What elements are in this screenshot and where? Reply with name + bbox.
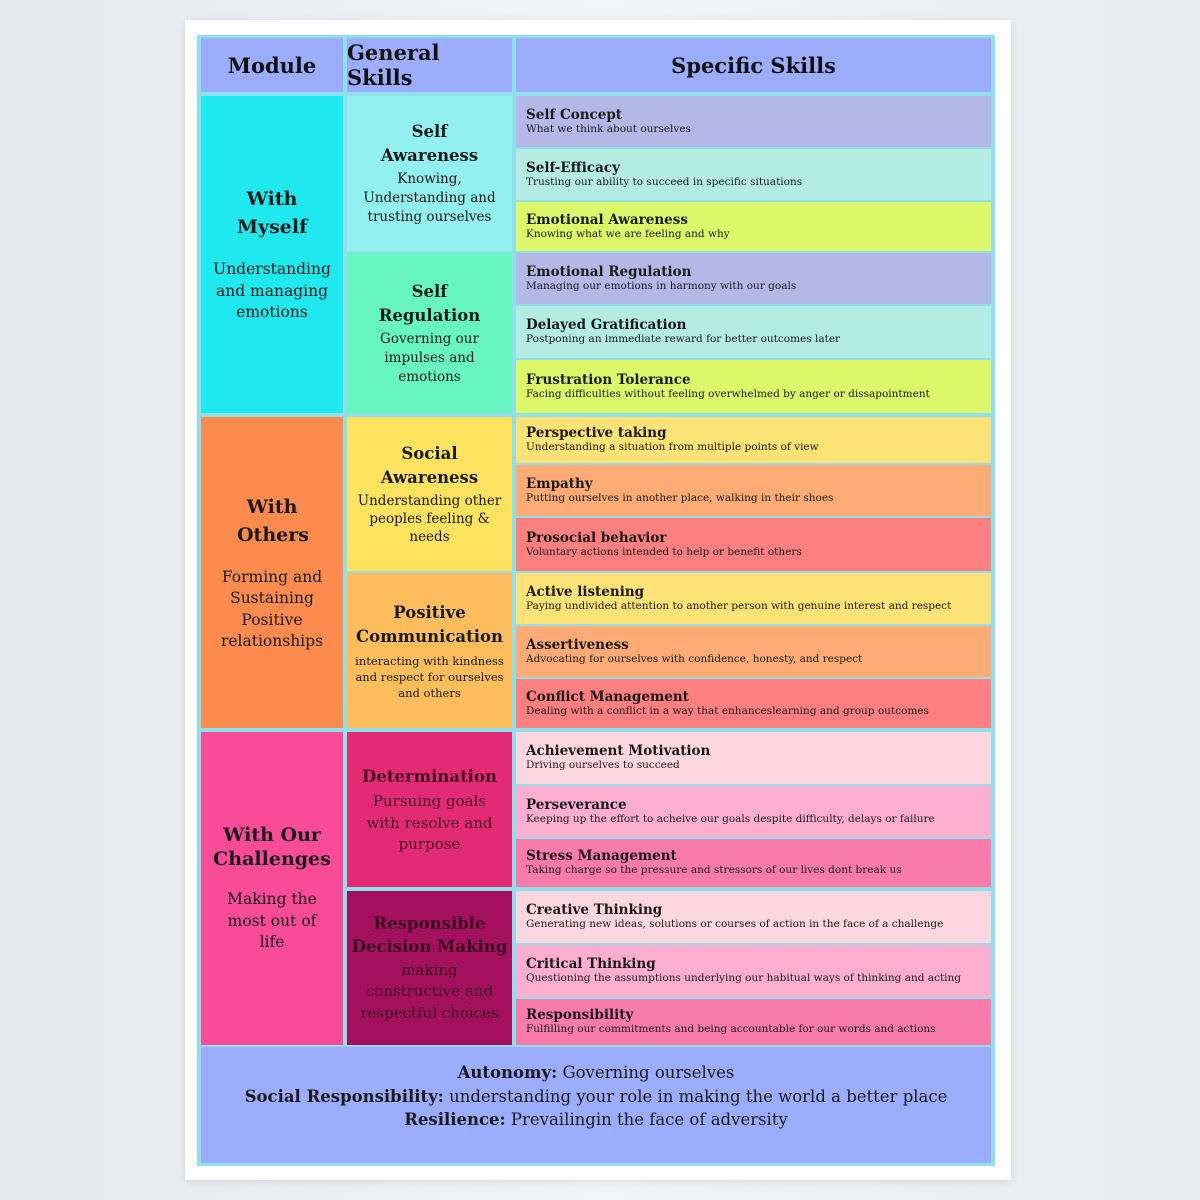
specific-emotional-regulation [516, 253, 991, 304]
specific-skill-name: Frustration Tolerance [526, 371, 691, 388]
footer-definitions [201, 1047, 991, 1163]
specific-skill-description: Putting ourselves in another place, walking in their shoes [526, 491, 834, 504]
specific-skill-description: Taking charge so the pressure and stressors of our lives dont break us [526, 864, 902, 876]
specific-skill-name: Critical Thinking [526, 956, 656, 972]
module-description: Making the most out of life [227, 890, 317, 952]
general-skill-description: Governing our impulses and emotions [380, 330, 479, 385]
specific-empathy [516, 465, 991, 516]
specific-critical-thinking [516, 945, 991, 997]
footer-term: Resilience: [404, 1110, 506, 1129]
general-positive-communication [347, 573, 512, 728]
specific-skill-description: Fulfilling our commitments and being accountable for our words and actions [526, 1023, 936, 1035]
specific-delayed-gratification [516, 306, 991, 358]
specific-perseverance [516, 786, 991, 837]
specific-skill-name: Active listening [526, 583, 645, 600]
general-social-awareness [347, 417, 512, 571]
specific-assertiveness [516, 626, 991, 677]
general-self-awareness [347, 96, 512, 251]
specific-skill-name: Assertiveness [526, 636, 629, 653]
module-with-our-challenges [201, 732, 343, 1045]
header-module [201, 38, 343, 92]
specific-creative-thinking [516, 891, 991, 943]
specific-stress-management [516, 839, 991, 887]
general-responsible-decision-making [347, 891, 512, 1045]
specific-skill-name: Emotional Regulation [526, 263, 692, 280]
specific-skill-description: Knowing what we are feeling and why [526, 227, 730, 240]
specific-active-listening [516, 573, 991, 624]
general-skill-title: Self Regulation [378, 281, 481, 325]
module-description: Forming and Sustaining Positive relationships [220, 567, 324, 650]
general-skill-description: Understanding other peoples feeling & needs [357, 493, 502, 545]
specific-skill-name: Achievement Motivation [526, 743, 711, 759]
specific-skill-description: What we think about ourselves [526, 122, 691, 135]
specific-skill-name: Empathy [526, 475, 593, 492]
header-general-skills [347, 38, 512, 92]
general-skill-description: making constructive and respectful choices [360, 960, 499, 1022]
specific-skill-description: Questioning the assumptions underlying our habitual ways of thinking and acting [526, 972, 962, 984]
specific-skill-name: Responsibility [526, 1007, 634, 1023]
specific-skill-description: Dealing with a conflict in a way that enhanceslearning and group outcomes [526, 704, 929, 717]
specific-perspective-taking [516, 417, 991, 463]
specific-skill-description: Voluntary actions intended to help or benefit others [526, 545, 802, 558]
specific-skill-description: Postponing an immediate reward for better outcomes later [526, 333, 841, 345]
specific-skill-description: Facing difficulties without feeling overwhelmed by anger or dissapointment [526, 387, 930, 400]
general-skill-title: Determination [362, 767, 497, 786]
specific-skill-description: Paying undivided attention to another person with genuine interest and respect [526, 599, 952, 612]
specific-skill-description: Trusting our ability to succeed in specific situations [526, 175, 803, 188]
specific-skill-description: Advocating for ourselves with confidence, honesty, and respect [526, 652, 863, 665]
specific-skill-name: Emotional Awareness [526, 211, 688, 228]
header-specific-label: Specific Skills [671, 52, 836, 78]
module-title: With Our Challenges [213, 824, 331, 871]
specific-skill-name: Perseverance [526, 796, 627, 813]
footer-term: Autonomy: [457, 1063, 558, 1082]
specific-emotional-awareness [516, 202, 991, 251]
module-title: With Others [237, 495, 309, 546]
specific-self-concept [516, 96, 991, 147]
header-module-label: Module [227, 52, 317, 78]
specific-skill-description: Understanding a situation from multiple points of view [526, 441, 819, 453]
footer-term: Social Responsibility: [244, 1086, 444, 1106]
specific-skill-description: Driving ourselves to succeed [526, 759, 680, 771]
footer-line-social-responsibility [245, 1085, 948, 1109]
specific-skill-name: Perspective taking [526, 425, 667, 441]
header-specific-skills [516, 38, 991, 92]
module-description: Understanding and managing emotions [213, 260, 331, 322]
specific-skill-name: Self-Efficacy [526, 159, 620, 176]
specific-skill-name: Self Concept [526, 106, 623, 123]
footer-text: understanding your role in making the world a better place [449, 1086, 948, 1106]
general-skill-title: Self Awareness [380, 122, 479, 165]
footer-text: Governing ourselves [562, 1063, 735, 1082]
specific-skill-name: Creative Thinking [526, 902, 663, 918]
footer-line-autonomy [458, 1061, 735, 1085]
specific-skill-name: Conflict Management [526, 688, 689, 705]
general-skill-description: Knowing, Understanding and trusting ourselves [363, 171, 496, 225]
general-skill-description: interacting with kindness and respect for ourselves and others [355, 653, 504, 700]
specific-skill-name: Stress Management [526, 848, 677, 864]
footer-line-resilience [404, 1108, 788, 1132]
specific-frustration-tolerance [516, 360, 991, 413]
general-skill-title: Responsible Decision Making [351, 913, 508, 956]
specific-self-efficacy [516, 149, 991, 200]
general-skill-title: Social Awareness [380, 444, 479, 487]
header-general-label: General Skills [347, 40, 440, 90]
module-with-others [201, 417, 343, 728]
specific-skill-name: Delayed Gratification [526, 317, 687, 333]
specific-responsibility [516, 999, 991, 1045]
general-skill-description: Pursuing goals with resolve and purpose [366, 792, 493, 853]
footer-text: Prevailingin the face of adversity [510, 1110, 788, 1129]
general-skill-title: Positive Communication [356, 602, 503, 646]
specific-achievement-motivation [516, 732, 991, 784]
specific-skill-description: Generating new ideas, solutions or courses of action in the face of a challenge [526, 918, 944, 930]
specific-skill-description: Keeping up the effort to acheive our goals despite difficulty, delays or failure [526, 812, 935, 825]
general-self-regulation [347, 253, 512, 413]
module-with-myself [201, 96, 343, 413]
general-determination [347, 732, 512, 887]
specific-prosocial-behavior [516, 518, 991, 571]
specific-skill-name: Prosocial behavior [526, 529, 667, 546]
skills-table [197, 35, 995, 1166]
specific-skill-description: Managing our emotions in harmony with our goals [526, 279, 797, 292]
module-title: With Myself [237, 188, 308, 239]
specific-conflict-management [516, 679, 991, 728]
